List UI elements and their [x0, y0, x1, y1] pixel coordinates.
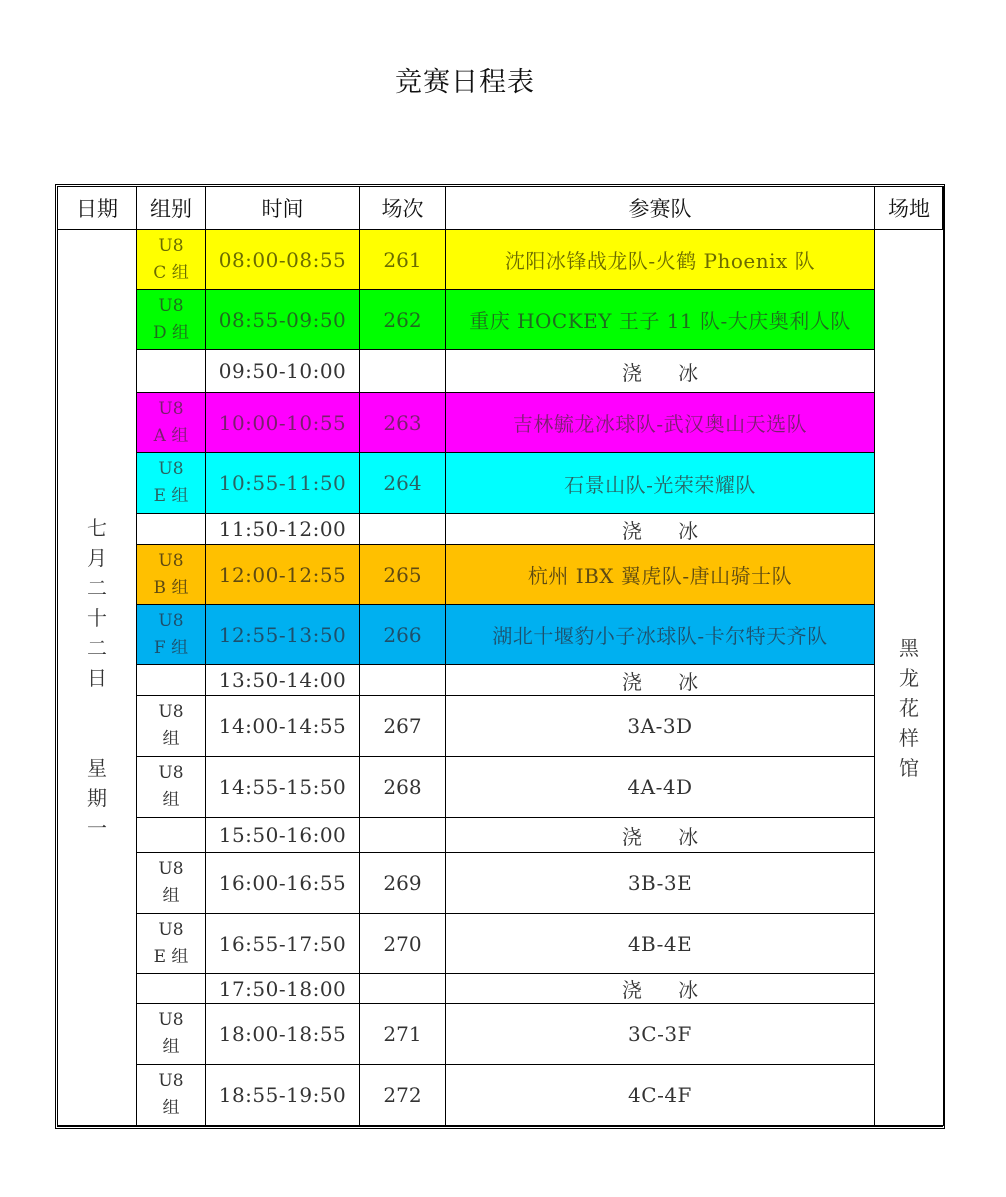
match-no-cell: [360, 514, 446, 545]
match-row: [58, 914, 944, 974]
group-name: 组: [162, 1037, 180, 1057]
time-cell: [206, 1004, 360, 1065]
match-no-cell: [360, 350, 446, 393]
date-cell: [58, 230, 137, 1126]
match-no-cell: [360, 696, 446, 757]
match-row: [58, 1004, 944, 1065]
group-cell: [137, 853, 206, 914]
time-cell: [206, 665, 360, 696]
match-no-text: 268: [383, 775, 422, 799]
match-no-cell: [360, 974, 446, 1004]
group-age: U8: [158, 235, 184, 256]
match-row: [58, 290, 944, 350]
match-no-text: 272: [383, 1083, 422, 1107]
time-cell: [206, 453, 360, 514]
time-text: 09:50-10:00: [218, 359, 347, 383]
teams-cell: [446, 818, 875, 853]
time-cell: [206, 757, 360, 818]
group-name: C 组: [153, 262, 189, 283]
teams-text: 湖北十堰豹小子冰球队-卡尔特天齐队: [492, 624, 828, 648]
match-no-text: 264: [383, 471, 422, 495]
time-cell: [206, 290, 360, 350]
teams-cell: [446, 1065, 875, 1126]
time-cell: [206, 974, 360, 1004]
group-name: E 组: [153, 946, 189, 967]
match-row: [58, 393, 944, 453]
group-cell: [137, 665, 206, 696]
group-age: U8: [158, 1010, 184, 1030]
match-row: [58, 545, 944, 605]
group-age: U8: [158, 919, 184, 940]
ice-resurfacing-label: 浇 冰: [621, 978, 699, 1002]
group-name: 组: [162, 1098, 180, 1118]
header-teams: 参赛队: [446, 187, 875, 230]
match-no-cell: [360, 545, 446, 605]
teams-cell: [446, 393, 875, 453]
venue-name: 黑龙花样馆: [899, 635, 919, 780]
group-cell: [137, 757, 206, 818]
time-text: 12:55-13:50: [218, 622, 347, 647]
teams-text: 杭州 IBX 翼虎队-唐山骑士队: [527, 564, 793, 588]
teams-text: 沈阳冰锋战龙队-火鹤 Phoenix 队: [504, 249, 816, 273]
teams-cell: [446, 350, 875, 393]
time-text: 18:00-18:55: [218, 1022, 347, 1046]
time-cell: [206, 230, 360, 290]
match-no-cell: [360, 230, 446, 290]
ice-resurfacing-label: 浇 冰: [621, 360, 699, 385]
page-title: 竞赛日程表: [395, 67, 535, 98]
teams-text: 4C-4F: [628, 1083, 692, 1107]
venue-cell: [875, 230, 944, 1126]
match-no-cell: [360, 853, 446, 914]
header-venue: 场地: [875, 187, 944, 230]
group-age: U8: [158, 763, 184, 783]
header-row: [58, 187, 944, 230]
match-row: [58, 230, 944, 290]
group-age: U8: [158, 550, 184, 571]
match-row: [58, 605, 944, 665]
teams-cell: [446, 853, 875, 914]
teams-cell: [446, 230, 875, 290]
header-date: 日期: [58, 187, 137, 230]
time-cell: [206, 350, 360, 393]
ice-resurfacing-row: [58, 350, 944, 393]
teams-text: 3A-3D: [627, 714, 693, 738]
time-cell: [206, 393, 360, 453]
match-no-text: 267: [383, 714, 422, 738]
group-cell: [137, 818, 206, 853]
group-age: U8: [158, 610, 184, 631]
time-text: 11:50-12:00: [218, 517, 347, 541]
teams-cell: [446, 514, 875, 545]
match-no-cell: [360, 757, 446, 818]
group-cell: [137, 453, 206, 514]
time-text: 08:55-09:50: [218, 307, 347, 332]
time-text: 14:00-14:55: [218, 714, 347, 738]
group-cell: [137, 696, 206, 757]
time-cell: [206, 514, 360, 545]
group-cell: [137, 350, 206, 393]
group-age: U8: [158, 295, 184, 316]
match-no-cell: [360, 453, 446, 514]
group-age: U8: [158, 398, 184, 419]
group-age: U8: [158, 1071, 184, 1091]
teams-cell: [446, 914, 875, 974]
group-cell: [137, 914, 206, 974]
time-text: 10:00-10:55: [218, 410, 347, 435]
time-text: 17:50-18:00: [218, 976, 347, 1001]
match-no-text: 261: [383, 247, 422, 272]
group-cell: [137, 605, 206, 665]
time-cell: [206, 914, 360, 974]
group-cell: [137, 514, 206, 545]
time-cell: [206, 853, 360, 914]
teams-text: 4A-4D: [627, 775, 693, 799]
group-name: 组: [162, 729, 180, 749]
match-no-cell: [360, 290, 446, 350]
time-text: 14:55-15:50: [218, 775, 347, 799]
match-no-cell: [360, 914, 446, 974]
date-weekday: 星期一: [87, 755, 107, 840]
match-row: [58, 453, 944, 514]
teams-text: 4B-4E: [627, 931, 693, 956]
time-cell: [206, 605, 360, 665]
match-row: [58, 757, 944, 818]
time-cell: [206, 818, 360, 853]
match-no-cell: [360, 393, 446, 453]
match-row: [58, 696, 944, 757]
time-text: 18:55-19:50: [218, 1083, 347, 1107]
match-no-text: 271: [383, 1022, 422, 1046]
group-age: U8: [158, 702, 184, 722]
teams-cell: [446, 665, 875, 696]
ice-resurfacing-row: [58, 818, 944, 853]
match-no-cell: [360, 1004, 446, 1065]
header-match-no: 场次: [360, 187, 446, 230]
group-cell: [137, 230, 206, 290]
ice-resurfacing-row: [58, 974, 944, 1004]
match-no-text: 265: [383, 562, 422, 587]
time-text: 08:00-08:55: [218, 247, 347, 272]
group-name: F 组: [153, 637, 189, 658]
ice-resurfacing-label: 浇 冰: [621, 518, 699, 543]
match-row: [58, 1065, 944, 1126]
teams-text: 石景山队-光荣荣耀队: [564, 472, 756, 497]
time-text: 13:50-14:00: [218, 668, 347, 692]
group-name: B 组: [153, 577, 189, 598]
group-cell: [137, 974, 206, 1004]
group-name: A 组: [153, 425, 189, 446]
teams-cell: [446, 290, 875, 350]
teams-cell: [446, 453, 875, 514]
ice-resurfacing-label: 浇 冰: [621, 824, 699, 849]
match-no-cell: [360, 605, 446, 665]
match-no-text: 263: [383, 410, 422, 435]
teams-text: 吉林毓龙冰球队-武汉奥山天选队: [512, 412, 808, 436]
ice-resurfacing-row: [58, 665, 944, 696]
group-age: U8: [158, 859, 184, 879]
time-text: 10:55-11:50: [218, 471, 347, 495]
group-age: U8: [158, 459, 184, 479]
match-no-text: 270: [383, 931, 422, 956]
time-cell: [206, 1065, 360, 1126]
header-time: 时间: [206, 187, 360, 230]
teams-cell: [446, 757, 875, 818]
ice-resurfacing-row: [58, 514, 944, 545]
teams-cell: [446, 545, 875, 605]
date-spacer: [58, 693, 136, 753]
group-cell: [137, 545, 206, 605]
teams-text: 3B-3E: [627, 871, 693, 895]
match-no-text: 269: [383, 871, 422, 895]
date-day: 七月二十二日: [87, 515, 107, 690]
group-cell: [137, 393, 206, 453]
teams-text: 3C-3F: [628, 1022, 692, 1046]
group-name: 组: [162, 886, 180, 906]
teams-cell: [446, 974, 875, 1004]
time-cell: [206, 696, 360, 757]
teams-text: 重庆 HOCKEY 王子 11 队-大庆奥利人队: [469, 309, 851, 333]
match-row: [58, 853, 944, 914]
time-text: 16:55-17:50: [218, 931, 347, 956]
time-cell: [206, 545, 360, 605]
time-text: 15:50-16:00: [218, 823, 347, 847]
match-no-cell: [360, 818, 446, 853]
group-name: D 组: [152, 322, 190, 343]
group-name: E 组: [153, 486, 189, 506]
group-name: 组: [162, 790, 180, 810]
teams-cell: [446, 1004, 875, 1065]
group-cell: [137, 290, 206, 350]
match-no-cell: [360, 1065, 446, 1126]
header-group: 组别: [137, 187, 206, 230]
time-text: 16:00-16:55: [218, 871, 347, 895]
match-no-text: 266: [383, 622, 422, 647]
teams-cell: [446, 605, 875, 665]
match-no-cell: [360, 665, 446, 696]
ice-resurfacing-label: 浇 冰: [621, 669, 699, 694]
teams-cell: [446, 696, 875, 757]
schedule-table: [57, 186, 944, 1126]
match-no-text: 262: [383, 307, 422, 332]
time-text: 12:00-12:55: [218, 562, 347, 587]
group-cell: [137, 1004, 206, 1065]
group-cell: [137, 1065, 206, 1126]
